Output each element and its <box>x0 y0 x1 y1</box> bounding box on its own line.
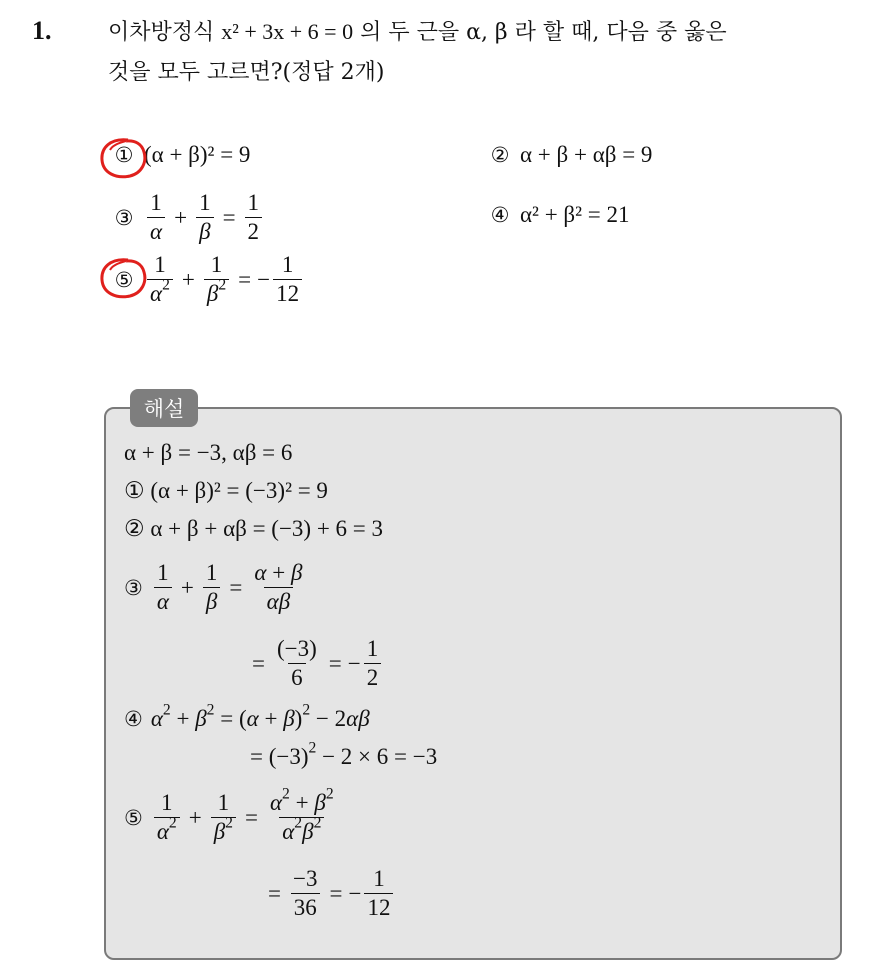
question-suffix: 의 두 근을 α, β 라 할 때, 다음 중 옳은 <box>360 20 727 45</box>
choice-5[interactable] <box>112 252 305 308</box>
solution-line-3: ② α + β + αβ = (−3) + 6 = 3 <box>124 516 384 541</box>
choice-2-expr: α + β + αβ = 9 <box>520 142 653 167</box>
choice-3-expr: $\frac{1}{\alpha}$ + $\frac{1}{\beta}$ = $\frac{1}{2}$ <box>144 190 265 246</box>
question-equation: x² + 3x + 6 = 0 <box>221 19 354 44</box>
choice-4-expr: α² + β² = 21 <box>520 202 630 227</box>
choice-1[interactable] <box>112 142 250 168</box>
solution-line-9: = $\frac{-3}{36}$ = − $\frac{1}{12}$ <box>262 866 396 922</box>
solution-line-6: ④ $\alpha^2 + \beta^2 = (\alpha + \beta)^2 - 2\alpha\beta$ <box>124 701 370 731</box>
choice-4[interactable] <box>488 202 630 228</box>
question-line-1 <box>108 12 868 53</box>
choice-1-mark: ① <box>114 143 134 167</box>
solution-line-1: α + β = −3, αβ = 6 <box>124 440 293 465</box>
solution-tag: 해설 <box>130 389 198 427</box>
choice-4-mark: ④ <box>490 203 510 227</box>
question-prefix: 이차방정식 <box>108 20 215 45</box>
solution-line-2: ① (α + β)² = (−3)² = 9 <box>124 478 328 503</box>
choice-1-expr: (α + β)² = 9 <box>144 142 251 167</box>
choice-2-mark: ② <box>490 143 510 167</box>
solution-line-4: ③ $\frac{1}{\alpha}$ + $\frac{1}{\beta}$ = $\frac{\alpha + \beta}{\alpha\beta}$ <box>124 560 303 615</box>
question-line-2: 것을 모두 고르면?(정답 2개) <box>108 60 385 85</box>
question-number: 1. <box>32 16 52 45</box>
solution-line-5: = $\frac{(-3)}{6}$ = − $\frac{1}{2}$ <box>246 636 384 692</box>
choice-5-mark: ⑤ <box>114 267 134 292</box>
solution-line-8: ⑤ $\frac{1}{\alpha^2}$ + $\frac{1}{\beta^2}$ = $\frac{\alpha^2 + \beta^2}{\alpha^2\beta^2}$ <box>124 785 334 845</box>
choice-3-mark: ③ <box>114 205 134 230</box>
question-text <box>108 12 868 93</box>
choice-2[interactable] <box>488 142 652 168</box>
choice-3[interactable] <box>112 190 265 246</box>
choice-5-expr: $\frac{1}{\alpha^2}$ + $\frac{1}{\beta^2}$ = − $\frac{1}{12}$ <box>144 252 305 308</box>
solution-line-7: = $(-3)^2 - 2 \times 6 = -3$ <box>250 739 438 769</box>
